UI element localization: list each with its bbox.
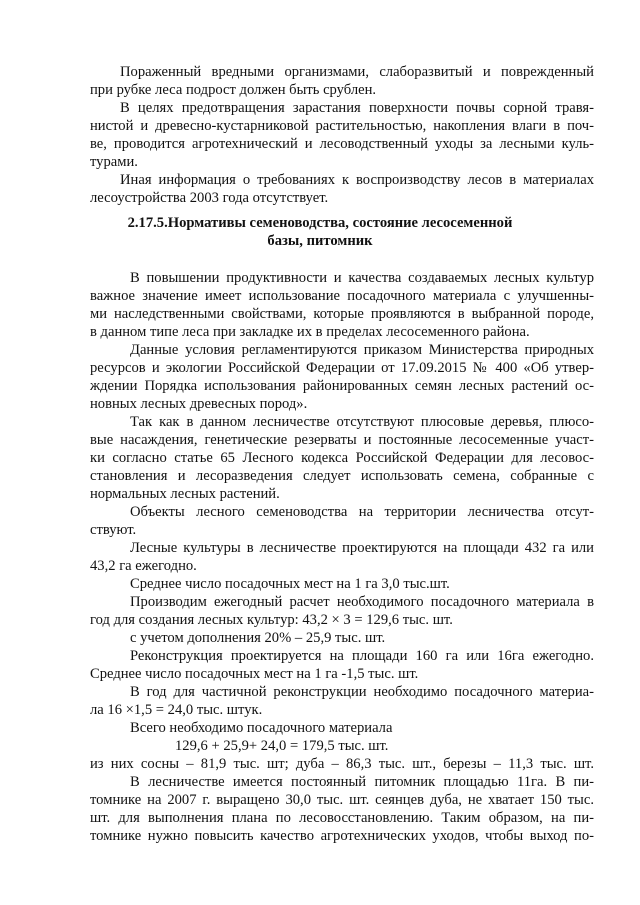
text-line: лесоустройства 2003 года отсутствует. xyxy=(90,190,329,206)
text-line: Так как в данном лесничестве отсутствуют плюсовые деревья, плюсо- xyxy=(130,414,594,430)
text-line: томнике нужно повысить качество агротехнических уходов, чтобы выход по- xyxy=(90,828,594,844)
formula-line: 129,6 + 25,9+ 24,0 = 179,5 тыс. шт. xyxy=(175,738,389,754)
text-line: важное значение имеет использование посадочного материала с улучшенны- xyxy=(90,288,594,304)
text-line: становления и лесоразведения следует использовать семена, собранные с xyxy=(90,468,594,484)
section-heading: 2.17.5.Нормативы семеноводства, состояние лесосеменной xyxy=(127,215,513,231)
text-line: в данном типе леса при закладке их в пределах лесосеменного района. xyxy=(90,324,530,340)
text-line: Пораженный вредными организмами, слаборазвитый и поврежденный xyxy=(120,64,594,80)
text-line: Объекты лесного семеноводства на территории лесничества отсут- xyxy=(130,504,594,520)
text-line: нистой и древесно-кустарниковой растительностью, накопления влаги в поч- xyxy=(90,118,594,134)
text-line: с учетом дополнения 20% – 25,9 тыс. шт. xyxy=(130,630,386,646)
text-line: ствуют. xyxy=(90,522,137,538)
text-line: новных лесных древесных пород». xyxy=(90,396,308,412)
text-line: В год для частичной реконструкции необходимо посадочного материа- xyxy=(130,684,594,700)
text-line: Лесные культуры в лесничестве проектируются на площади 432 га или xyxy=(130,540,594,556)
text-line: Среднее число посадочных мест на 1 га 3,0 тыс.шт. xyxy=(130,576,450,592)
text-line: Среднее число посадочных мест на 1 га -1,5 тыс. шт. xyxy=(90,666,419,682)
text-line: томнике на 2007 г. выращено 30,0 тыс. шт. сеянцев дуба, не хватает 150 тыс. xyxy=(90,792,594,808)
text-line: ве, проводится агротехнический и лесоводственный уходы за лесными куль- xyxy=(90,136,594,152)
text-line: ла 16 ×1,5 = 24,0 тыс. штук. xyxy=(90,702,263,718)
text-line: из них сосны – 81,9 тыс. шт; дуба – 86,3 тыс. шт., березы – 11,3 тыс. шт. xyxy=(90,756,594,772)
text-line: Реконструкция проектируется на площади 160 га или 16га ежегодно. xyxy=(130,648,594,664)
text-line: шт. для выполнения плана по лесовосстановлению. Таким образом, на пи- xyxy=(90,810,594,826)
text-line: ресурсов и экологии Российской Федерации от 17.09.2015 № 400 «Об утвер- xyxy=(90,360,594,376)
text-line: Производим ежегодный расчет необходимого посадочного материала в xyxy=(130,594,594,610)
text-line: при рубке леса подрост должен быть срублен. xyxy=(90,82,377,98)
text-line: ждении Порядка использования районированных семян лесных растений ос- xyxy=(90,378,594,394)
text-line: ми наследственными свойствами, которые проявляются в выбранной породе, xyxy=(90,306,594,322)
text-line: В целях предотвращения зарастания поверхности почвы сорной травя- xyxy=(120,100,594,116)
text-line: В лесничестве имеется постоянный питомник площадью 11га. В пи- xyxy=(130,774,594,790)
section-heading: базы, питомник xyxy=(267,233,373,249)
text-line: Иная информация о требованиях к воспроизводству лесов в материалах xyxy=(120,172,594,188)
text-line: вые насаждения, генетические резерваты и постоянные лесосеменные участ- xyxy=(90,432,594,448)
text-line: Данные условия регламентируются приказом Министерства природных xyxy=(130,342,594,358)
text-line: 43,2 га ежегодно. xyxy=(90,558,197,574)
text-line: Всего необходимо посадочного материала xyxy=(130,720,393,736)
text-line: ки согласно статье 65 Лесного кодекса Российской Федерации для лесовос- xyxy=(90,450,594,466)
text-line: нормальных лесных растений. xyxy=(90,486,280,502)
text-line: В повышении продуктивности и качества создаваемых лесных культур xyxy=(130,270,594,286)
text-line: год для создания лесных культур: 43,2 × 3 = 129,6 тыс. шт. xyxy=(90,612,453,628)
text-line: турами. xyxy=(90,154,138,170)
